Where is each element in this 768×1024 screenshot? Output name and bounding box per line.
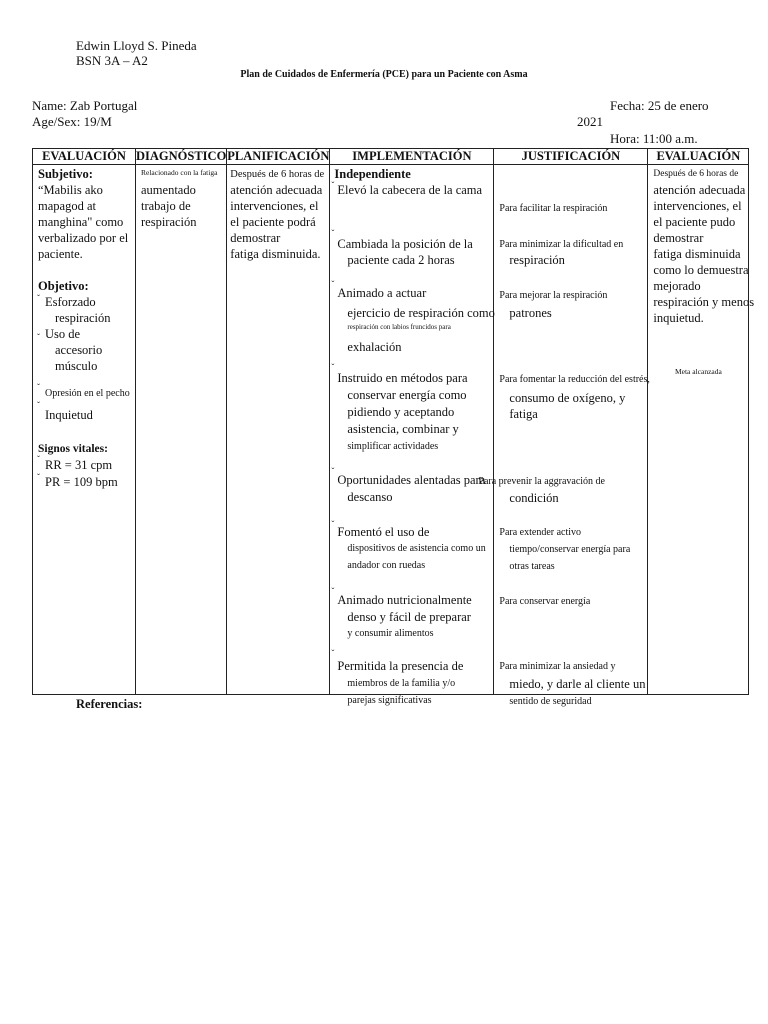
evaluation-line: inquietud. (653, 311, 704, 325)
implementation-label: Independiente (334, 167, 411, 181)
rationale-item: miedo, y darle al cliente un (509, 677, 646, 691)
objective-item: Esforzado (45, 295, 96, 309)
rationale-item: Para minimizar la dificultad en (499, 239, 624, 250)
bullet-mark: ˇ (37, 332, 40, 342)
planning-line: el paciente podrá (230, 215, 316, 229)
evaluation-line: como lo demuestra (653, 263, 749, 277)
implementation-item: conservar energía como (347, 388, 467, 402)
rationale-item: consumo de oxígeno, y (509, 391, 626, 405)
objective-item: Uso de (45, 327, 81, 341)
date-year: 2021 (577, 114, 603, 129)
implementation-item: pidiendo y aceptando (347, 405, 455, 419)
implementation-item: Elevó la cabecera de la cama (337, 183, 483, 197)
evaluation-line: el paciente pudo (653, 215, 736, 229)
rationale-item: fatiga (509, 407, 538, 421)
rationale-item: Para minimizar la ansiedad y (499, 661, 616, 672)
planning-line: intervenciones, el (230, 199, 319, 213)
implementation-item: Cambiada la posición de la (337, 237, 473, 251)
implementation-item: Fomentó el uso de (337, 525, 430, 539)
rationale-item: Para mejorar la respiración (499, 290, 608, 301)
planning-line: fatiga disminuida. (230, 247, 321, 261)
rationale-cell (478, 165, 650, 707)
planning-line: demostrar (230, 231, 281, 245)
rationale-item: respiración (509, 253, 565, 267)
diagnosis-related-to: Relacionado con la fatiga (141, 168, 218, 177)
column-header-evaluation: EVALUACIÓN (648, 149, 749, 165)
implementation-item: asistencia, combinar y (347, 422, 459, 436)
rationale-item: Para extender activo (499, 527, 582, 538)
implementation-item: Oportunidades alentadas para (337, 473, 486, 487)
implementation-item: Animado nutricionalmente (337, 593, 472, 607)
rationale-item: Para fomentar la reducción del estrés, (499, 374, 650, 385)
patient-age-sex: Age/Sex: 19/M (32, 114, 112, 129)
rationale-item: patrones (509, 306, 552, 320)
implementation-cell (330, 165, 495, 706)
evaluation-line: atención adecuada (653, 183, 746, 197)
implementation-item: andador con ruedas (347, 560, 426, 571)
vitals-label: Signos vitales: (38, 443, 108, 455)
rationale-item: tiempo/conservar energía para (509, 544, 631, 555)
bullet-mark: ˇ (37, 382, 40, 392)
evaluation-line: Después de 6 horas de (653, 169, 739, 179)
diagnosis-line: respiración (141, 215, 197, 229)
implementation-item: miembros de la familia y/o (347, 678, 456, 689)
diagnosis-line: trabajo de (141, 199, 191, 213)
subjective-line: paciente. (38, 247, 83, 261)
rationale-item: Para facilitar la respiración (499, 203, 608, 214)
bullet-mark: ˇ (331, 180, 335, 190)
implementation-item: ejercicio de respiración como (347, 306, 495, 320)
evaluation-line: demostrar (653, 231, 704, 245)
objective-item: respiración (55, 311, 111, 325)
objective-item: accesorio (55, 343, 103, 357)
vital-pulse-rate: PR = 109 bpm (45, 475, 118, 489)
objective-item: Inquietud (45, 408, 93, 422)
objective-label: Objetivo: (38, 279, 89, 293)
implementation-item: y consumir alimentos (347, 628, 434, 639)
student-section: BSN 3A – A2 (76, 53, 148, 68)
evaluation-line: mejorado (653, 279, 701, 293)
patient-name: Name: Zab Portugal (32, 98, 138, 113)
diagnosis-line: aumentado (141, 183, 196, 197)
bullet-mark: ˇ (331, 586, 335, 596)
column-header-rationale: JUSTIFICACIÓN (494, 149, 648, 165)
planning-line: atención adecuada (230, 183, 323, 197)
objective-item: músculo (55, 359, 98, 373)
bullet-mark: ˇ (331, 279, 335, 289)
implementation-item: exhalación (347, 340, 402, 354)
column-header-planning: PLANIFICACIÓN (227, 149, 330, 163)
bullet-mark: ˇ (331, 228, 335, 238)
assessment-cell (33, 165, 136, 695)
implementation-item: simplificar actividades (347, 441, 439, 452)
evaluation-line: respiración y menos (653, 295, 755, 309)
rationale-item: Para conservar energía (499, 596, 591, 607)
evaluation-line: fatiga disminuida (653, 247, 741, 261)
objective-item: Opresión en el pecho (45, 388, 130, 399)
subjective-line: verbalizado por el (38, 231, 129, 245)
rationale-item: Para prevenir la aggravación de (478, 476, 605, 487)
implementation-item: Animado a actuar (337, 286, 427, 300)
implementation-item: Instruido en métodos para (337, 371, 468, 385)
implementation-item: dispositivos de asistencia como un (347, 543, 486, 554)
rationale-item: sentido de seguridad (509, 696, 592, 707)
planning-cell (227, 165, 330, 695)
student-name: Edwin Lloyd S. Pineda (76, 38, 197, 53)
bullet-mark: ˇ (37, 454, 40, 464)
column-header-assessment: EVALUACIÓN (33, 149, 136, 165)
subjective-line: manghina" como (38, 215, 124, 229)
bullet-mark: ˇ (37, 400, 40, 410)
bullet-mark: ˇ (37, 472, 40, 482)
bullet-mark: ˇ (331, 466, 335, 476)
bullet-mark: ˇ (37, 293, 40, 303)
evaluation-cell (648, 165, 755, 695)
bullet-mark: ˇ (331, 362, 335, 372)
subjective-line: mapagod at (38, 199, 96, 213)
implementation-item: descanso (347, 490, 393, 504)
subjective-line: “Mabilis ako (38, 183, 103, 197)
implementation-item: parejas significativas (347, 695, 432, 706)
subjective-label: Subjetivo: (38, 167, 93, 181)
evaluation-line: intervenciones, el (653, 199, 742, 213)
document-title: Plan de Cuidados de Enfermería (PCE) para un Paciente con Asma (240, 69, 528, 80)
rationale-item: condición (509, 491, 559, 505)
references-label: Referencias: (76, 697, 143, 711)
diagnosis-cell (136, 165, 227, 695)
bullet-mark: ˇ (331, 519, 335, 529)
column-header-diagnosis: DIAGNÓSTICO (136, 149, 227, 163)
implementation-item: respiración con labios fruncidos para (347, 323, 451, 331)
time-label: Hora: 11:00 a.m. (610, 131, 698, 146)
date-label: Fecha: 25 de enero (610, 98, 709, 113)
implementation-item: denso y fácil de preparar (347, 610, 471, 624)
implementation-item: Permitida la presencia de (337, 659, 464, 673)
column-header-implementation: IMPLEMENTACIÓN (330, 149, 494, 165)
vital-respiratory-rate: RR = 31 cpm (45, 458, 113, 472)
rationale-item: otras tareas (509, 561, 555, 572)
implementation-item: paciente cada 2 horas (347, 253, 455, 267)
planning-line: Después de 6 horas de (230, 169, 325, 180)
bullet-mark: ˇ (331, 648, 335, 658)
table-header-row (33, 149, 749, 165)
goal-status: Meta alcanzada (674, 367, 722, 376)
table-row (33, 165, 749, 695)
